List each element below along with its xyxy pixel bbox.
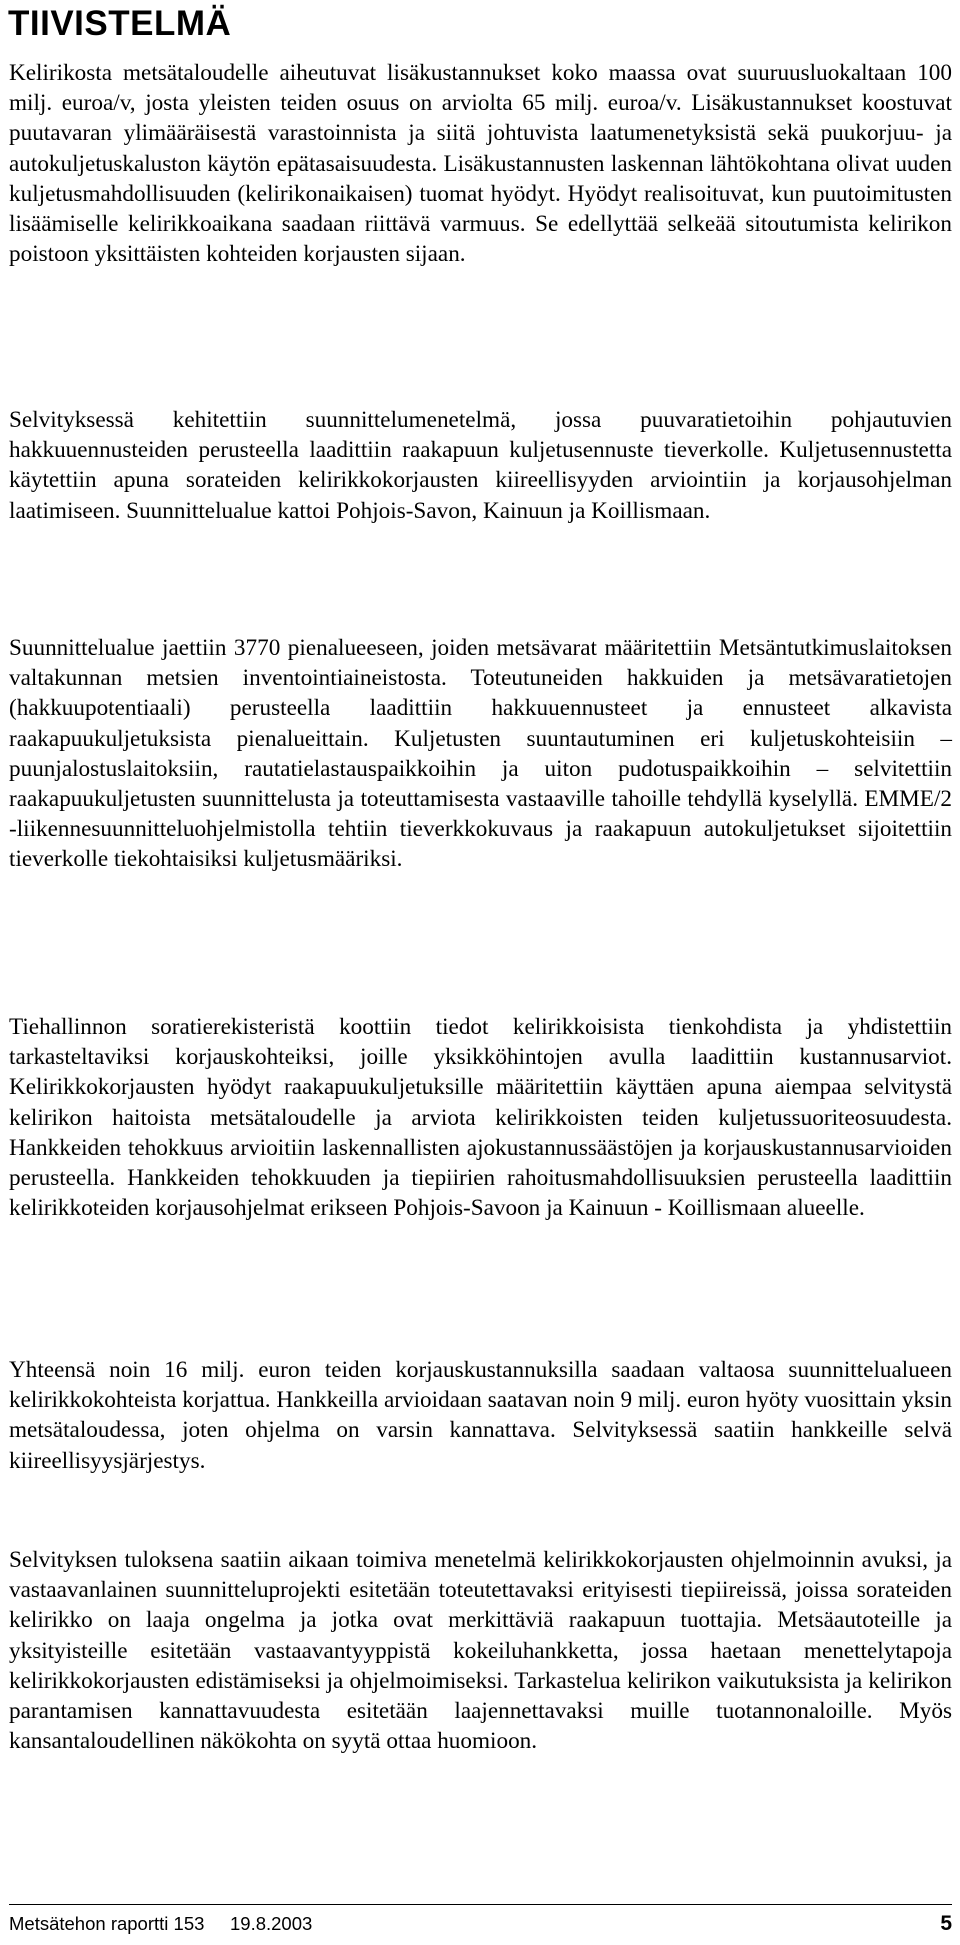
paragraph-4: Tiehallinnon soratierekisteristä koottiin tiedot kelirikkoisista tienkohdista ja yhdistettiin tarkasteltaviksi korjauskohteiksi, joille yksikköhintojen avulla laadittiin kustannusarviot. Kelirikkokorjausten hyödyt raakapuukuljetuksille määritettiin käyttäen apuna aiempaa selvitystä kelirikon haitoista metsätaloudelle ja arviota kelirikkoisten teiden kuljetussuoriteosuudesta. Hankkeiden tehokkuus arvioitiin laskennallisten ajokustannussäästöjen ja korjauskustannusarvioiden perusteella. Hankkeiden tehokkuuden ja tiepiirien rahoitusmahdollisuuksien perusteella laadittiin kelirikkoteiden korjausohjelmat erikseen Pohjois-Savoon ja Kainuun - Koillismaan alueelle. [9,1014,952,1222]
paragraph-1: Kelirikosta metsätaloudelle aiheutuvat lisäkustannukset koko maassa ovat suuruusluokaltaan 100 milj. euroa/v, josta yleisten teiden osuus on arviolta 65 milj. euroa/v. Lisäkustannukset koostuvat puutavaran ylimääräisestä varastoinnista ja siitä johtuvista laatumenetyksistä sekä puukorjuu- ja autokuljetuskaluston käytön epätasaisuudesta. Lisäkustannusten laskennan lähtökohtana olivat uuden kuljetusmahdollisuuden (kelirikonaikaisen) tuomat hyödyt. Hyödyt realisoituvat, kun puutoimitusten lisäämiselle kelirikkoaikana saadaan riittävä varmuus. Se edellyttää selkeää sitoutumista kelirikon poistoon yksittäisten kohteiden korjausten sijaan. [9,60,952,268]
footer-divider [9,1904,952,1905]
paragraph-6: Selvityksen tuloksena saatiin aikaan toimiva menetelmä kelirikkokorjausten ohjelmoinnin avuksi, ja vastaavanlainen suunnitteluprojekti esitetään toteutettavaksi erityisesti tiepiireissä, joissa sorateiden kelirikko on laaja ongelma ja jotka ovat merkittäviä raakapuun tuottajia. Metsäautoteille ja yksityisteille esitetään vastaavantyyppistä kokeiluhankketta, jossa haetaan menettelytapoja kelirikkokorjausten edistämiseksi ja ohjelmoimiseksi. Tarkastelua kelirikon vaikutuksista ja kelirikon parantamisen kannattavuudesta esitetään laajennettavaksi muille tuotannonaloille. Myös kansantaloudellinen näkökohta on syytä ottaa huomioon. [9,1547,952,1755]
footer-page-number: 5 [940,1912,952,1935]
paragraph-2: Selvityksessä kehitettiin suunnittelumenetelmä, jossa puuvaratietoihin pohjautuvien hakkuuennusteiden perusteella laadittiin raakapuun kuljetusennuste tieverkolle. Kuljetusennustetta käytettiin apuna sorateiden kelirikkokorjausten kiireellisyyden arviointiin ja korjausohjelman laatimiseen. Suunnittelualue kattoi Pohjois-Savon, Kainuun ja Koillismaan. [9,407,952,524]
paragraph-3: Suunnittelualue jaettiin 3770 pienalueeseen, joiden metsävarat määritettiin Metsäntutkimuslaitoksen valtakunnan metsien inventointiaineistosta. Toteutuneiden hakkuiden ja metsävaratietojen (hakkuupotentiaali) perusteella laadittiin hakkuuennusteet ja ennusteet alkavista raakapuukuljetuksista pienalueittain. Kuljetusten suuntautuminen eri kuljetuskohteisiin – puunjalostuslaitoksiin, rautatielastauspaikkoihin ja uiton pudotuspaikkoihin – selvitettiin raakapuukuljetusten suunnittelusta ja toteuttamisesta vastaaville tahoille tehdyllä kyselyllä. EMME/2 -liikennesuunnitteluohjelmistolla tehtiin tieverkkokuvaus ja raakapuun autokuljetukset sijoitettiin tieverkolle tiekohtaisiksi kuljetusmääriksi. [9,635,952,873]
footer-date: 19.8.2003 [230,1913,313,1934]
page-title: TIIVISTELMÄ [8,4,232,43]
footer-report-name: Metsätehon raportti 153 [9,1913,205,1934]
paragraph-5: Yhteensä noin 16 milj. euron teiden korjauskustannuksilla saadaan valtaosa suunnittelualueen kelirikkokohteista korjattua. Hankkeilla arvioidaan saatavan noin 9 milj. euron hyöty vuosittain yksin metsätaloudessa, joten ohjelma on varsin kannattava. Selvityksessä saatiin hankkeille selvä kiireellisyysjärjestys. [9,1357,952,1474]
